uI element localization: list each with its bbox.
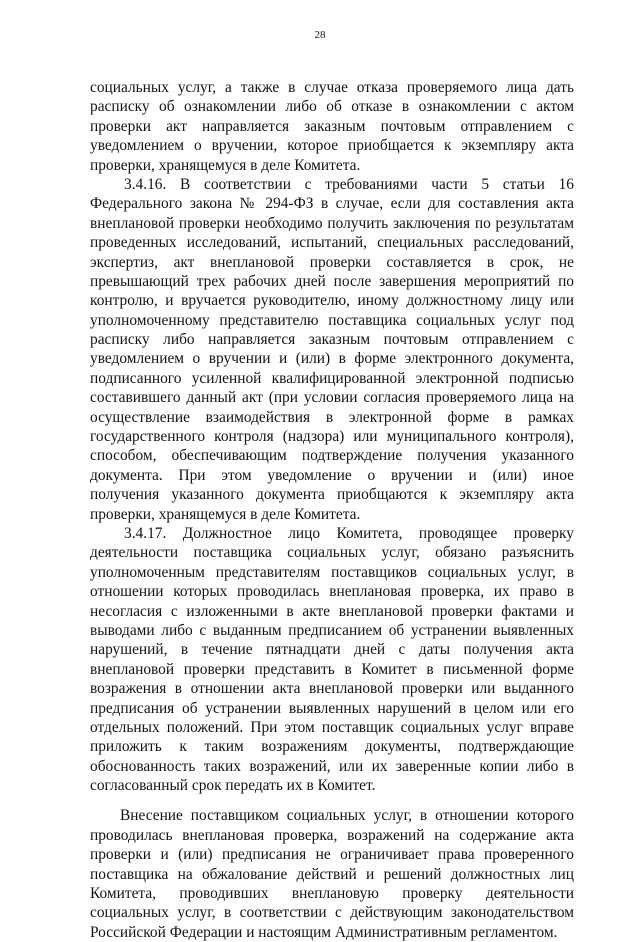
text-line: социальных услуг, а также в случае отказа проверяемого лица дать bbox=[90, 79, 574, 96]
paragraph-closing bbox=[90, 806, 574, 942]
text-line: Комитета, проводивших внеплановую проверку деятельности bbox=[90, 885, 574, 903]
text-line: уведомлением о вручении и (или) в форме электронного документа, bbox=[90, 350, 574, 368]
text-line: проверки и (или) предписания не ограничивает права проверенного bbox=[90, 846, 574, 864]
text-line: обоснованность таких возражений, или их заверенные копии либо в bbox=[90, 757, 574, 775]
text-line: проверки, хранящемуся в деле Комитета. bbox=[90, 505, 361, 523]
text-line: государственного контроля (надзора) или муниципального контроля), bbox=[90, 428, 574, 446]
text-line: уведомлением о вручении, которое приобщается к экземпляру акта bbox=[90, 137, 574, 155]
text-line: несогласия с изложенными в акте внеплановой проверки фактами и bbox=[90, 602, 574, 620]
paragraph-3-4-16 bbox=[90, 175, 574, 524]
text-line: Внесение поставщиком социальных услуг, в отношении которого bbox=[120, 807, 574, 825]
document-body bbox=[90, 78, 574, 942]
text-line: осуществление взаимодействия в электронной форме в рамках bbox=[90, 408, 574, 426]
text-line: расписку об ознакомлении либо об отказе в ознакомлении с актом bbox=[90, 98, 574, 116]
text-line: уполномоченным представителям поставщиков социальных услуг, в bbox=[90, 563, 574, 581]
text-line: подписанного усиленной квалифицированной электронной подписью bbox=[90, 369, 574, 387]
text-line: 3.4.17. Должностное лицо Комитета, проводящее проверку bbox=[124, 524, 574, 542]
text-line: Российской Федерации и настоящим Административным регламентом. bbox=[90, 923, 558, 941]
text-line: проведенных исследований, испытаний, специальных расследований, bbox=[90, 234, 574, 252]
text-line: отношении которых проводилась внеплановая проверка, их право в bbox=[90, 583, 574, 601]
paragraph-continuation bbox=[90, 78, 574, 175]
text-line: проверки акт направляется заказным почтовым отправлением с bbox=[90, 117, 574, 135]
text-line: приложить к таким возражениям документы, подтверждающие bbox=[90, 738, 574, 756]
text-line: выводами либо с выданным предписанием об устранении выявленных bbox=[90, 621, 574, 639]
text-line: проверки, хранящемуся в деле Комитета. bbox=[90, 156, 361, 174]
text-line: 3.4.16. В соответствии с требованиями части 5 статьи 16 bbox=[124, 175, 574, 193]
text-line: способом, обеспечивающим подтверждение получения указанного bbox=[90, 447, 574, 465]
text-line: отдельных положений. При этом поставщик социальных услуг вправе bbox=[90, 718, 574, 736]
text-line: составившего данный акт (при условии согласия проверяемого лица на bbox=[90, 389, 574, 407]
text-line: возражения в отношении акта внеплановой проверки или выданного bbox=[90, 680, 574, 698]
text-line: документа. При этом уведомление о вручении и (или) иное bbox=[90, 466, 574, 484]
text-line: поставщика на обжалование действий и решений должностных лиц bbox=[90, 865, 574, 883]
text-line: социальных услуг, в соответствии с действующим законодательством bbox=[90, 904, 574, 922]
text-line: предписания об устранении выявленных нарушений в целом или его bbox=[90, 699, 574, 717]
text-line: деятельности поставщика социальных услуг, обязано разъяснить bbox=[90, 544, 574, 562]
text-line: получения указанного документа приобщаются к экземпляру акта bbox=[90, 486, 574, 504]
paragraph-3-4-17 bbox=[90, 524, 574, 795]
page-number: 28 bbox=[314, 29, 326, 41]
text-line: нарушений, в течение пятнадцати дней с даты получения акта bbox=[90, 641, 574, 659]
paragraph-gap bbox=[90, 795, 574, 806]
text-line: уполномоченному представителю поставщика социальных услуг под bbox=[90, 311, 574, 329]
text-line: контролю, и вручается руководителю, иному должностному лицу или bbox=[90, 292, 574, 310]
text-line: расписку либо направляется заказным почтовым отправлением с bbox=[90, 331, 574, 349]
text-line: превышающий трех рабочих дней после завершения мероприятий по bbox=[90, 272, 574, 290]
text-line: экспертиз, акт внеплановой проверки составляется в срок, не bbox=[90, 253, 574, 271]
text-line: внеплановой проверки необходимо получить заключения по результатам bbox=[90, 214, 574, 232]
text-line: Федерального закона № 294-ФЗ в случае, если для составления акта bbox=[90, 195, 574, 213]
text-line: внеплановой проверки представить в Комитет в письменной форме bbox=[90, 660, 574, 678]
text-line: согласованный срок передать их в Комитет. bbox=[90, 777, 376, 795]
text-line: проводилась внеплановая проверка, возражений на содержание акта bbox=[90, 826, 574, 844]
